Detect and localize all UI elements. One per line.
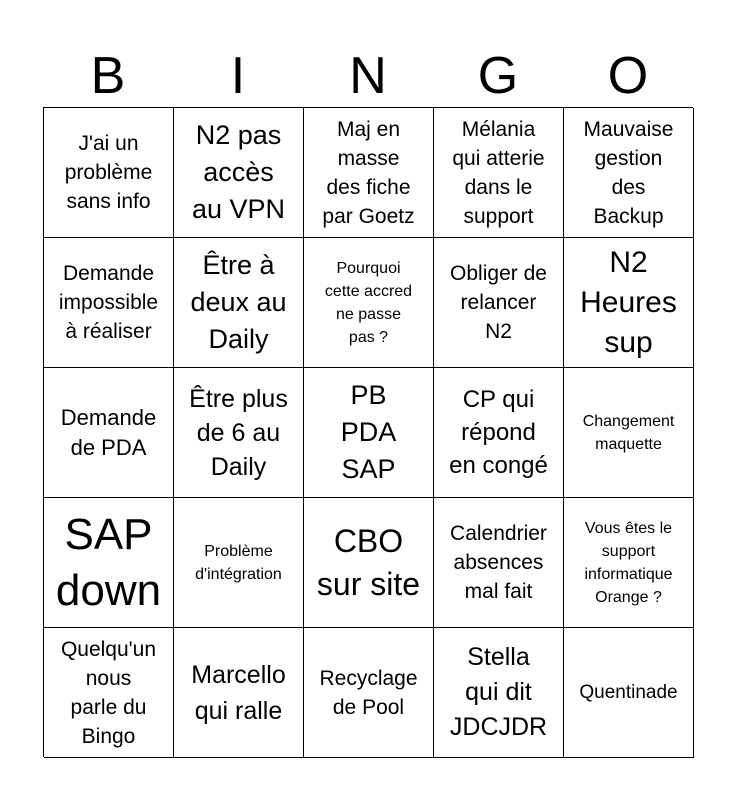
cell-text: Changement maquette [582, 412, 675, 453]
bingo-cell[interactable] [564, 368, 694, 498]
cell-text: CP qui répond en congé [449, 386, 548, 479]
cell-text: J'ai un problème sans info [64, 132, 153, 213]
bingo-cell[interactable] [44, 368, 174, 498]
cell-text: Demande de PDA [60, 404, 157, 460]
cell-text: N2 Heures sup [580, 245, 677, 359]
bingo-cell[interactable] [174, 238, 304, 368]
bingo-cell[interactable] [174, 368, 304, 498]
bingo-cell[interactable] [434, 498, 564, 628]
cell-text: Stella qui dit JDCJDR [449, 643, 548, 741]
cell-text: Quentinade [579, 681, 678, 703]
cell-text: Calendrier absences mal fait [450, 522, 547, 603]
bingo-cell[interactable] [434, 238, 564, 368]
header-letter-i: I [230, 47, 246, 105]
cell-text: N2 pas accès au VPN [191, 120, 286, 224]
cell-text: SAP down [55, 509, 162, 615]
cell-text: Marcello qui ralle [191, 660, 286, 725]
bingo-cell[interactable] [44, 498, 174, 628]
bingo-cell[interactable] [564, 498, 694, 628]
cell-text: Pourquoi cette accred ne passe pas ? [324, 259, 413, 346]
bingo-cell[interactable] [44, 628, 174, 758]
bingo-board [43, 107, 693, 757]
cell-text: PB PDA SAP [340, 380, 397, 484]
cell-text: Mélania qui atterie dans le support [452, 117, 545, 228]
header-letter-n: N [349, 47, 387, 105]
bingo-cell[interactable] [174, 498, 304, 628]
cell-text: Problème d'intégration [195, 542, 282, 583]
bingo-cell[interactable] [174, 628, 304, 758]
bingo-cell[interactable] [304, 368, 434, 498]
header-letter-g: G [477, 47, 519, 105]
cell-text: Vous êtes le support informatique Orange ? [584, 519, 673, 606]
bingo-cell[interactable] [564, 628, 694, 758]
bingo-header [43, 46, 693, 106]
cell-text: Être à deux au Daily [190, 250, 287, 354]
cell-text: Demande impossible à réaliser [58, 262, 159, 343]
bingo-cell[interactable] [434, 628, 564, 758]
cell-text: Maj en masse des fiche par Goetz [322, 117, 415, 228]
bingo-cell[interactable] [174, 108, 304, 238]
cell-text: Obliger de relancer N2 [450, 262, 547, 343]
cell-text: Quelqu'un nous parle du Bingo [60, 637, 157, 748]
bingo-cell[interactable] [304, 498, 434, 628]
bingo-cell[interactable] [564, 238, 694, 368]
header-letter-b: B [90, 47, 126, 105]
bingo-cell[interactable] [304, 238, 434, 368]
bingo-cell[interactable] [304, 628, 434, 758]
bingo-cell[interactable] [564, 108, 694, 238]
bingo-cell[interactable] [44, 238, 174, 368]
bingo-cell[interactable] [434, 368, 564, 498]
bingo-cell[interactable] [44, 108, 174, 238]
cell-text: Recyclage de Pool [319, 666, 418, 719]
bingo-cell[interactable] [434, 108, 564, 238]
bingo-cell[interactable] [304, 108, 434, 238]
header-letter-o: O [607, 47, 649, 105]
cell-text: Mauvaise gestion des Backup [583, 117, 674, 228]
cell-text: CBO sur site [316, 522, 421, 602]
cell-text: Être plus de 6 au Daily [189, 384, 288, 481]
